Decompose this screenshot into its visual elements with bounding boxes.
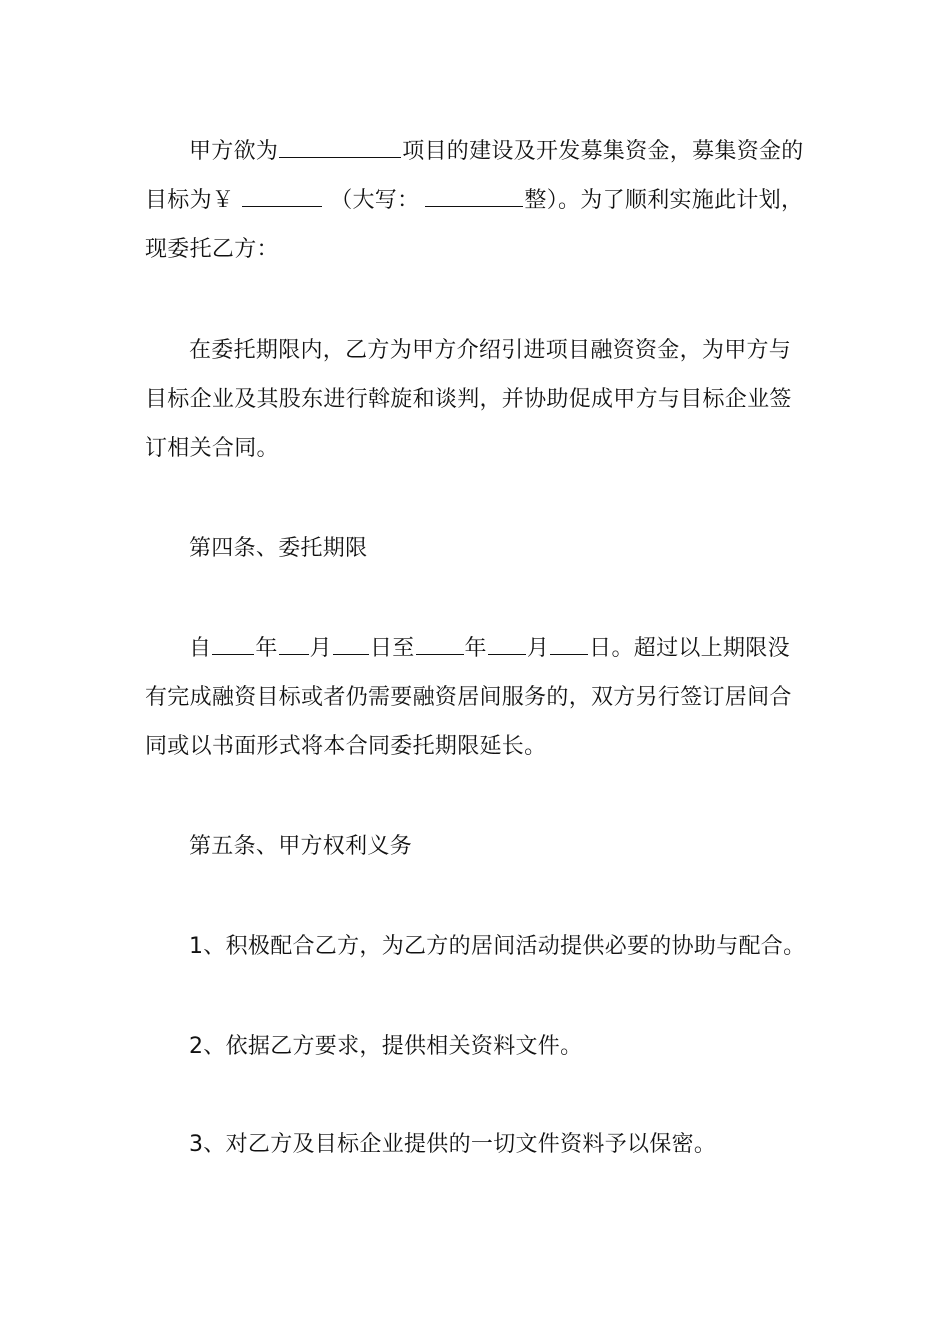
list-item-text: 3、对乙方及目标企业提供的一切文件资料予以保密。 (189, 1132, 717, 1157)
text-span: 整）。为了顺利实施此计划， (524, 188, 804, 213)
fill-in-blank-start-month (279, 632, 309, 655)
paragraph-entrustment-period (145, 624, 810, 771)
list-item-text: 2、依据乙方要求，提供相关资料文件。 (189, 1034, 583, 1059)
text-span: 甲方欲为 (189, 139, 279, 164)
fill-in-blank-end-month (488, 632, 526, 655)
text-span: 年 (255, 636, 278, 661)
fill-in-blank-amount (242, 184, 322, 207)
text-span: 项目的建设及开发募集资金，募集资金的 (402, 139, 804, 164)
text-line: 订相关合同。 (145, 436, 279, 461)
section-heading-article-4 (145, 524, 810, 573)
text-span: 月 (309, 636, 332, 661)
fill-in-blank-amount-capital (425, 184, 523, 207)
list-item-3 (145, 1120, 810, 1169)
text-line (145, 176, 810, 225)
heading-text: 第五条、甲方权利义务 (189, 834, 413, 859)
text-span: 月 (526, 636, 550, 661)
text-span: 年 (464, 636, 487, 661)
paragraph-entrustment-scope (145, 326, 810, 473)
list-item-1 (145, 922, 810, 971)
text-line (145, 624, 810, 673)
fill-in-blank-project-name (279, 135, 401, 158)
fill-in-blank-end-year (416, 632, 464, 655)
text-line: 在委托期限内，乙方为甲方介绍引进项目融资资金，为甲方与 (189, 338, 792, 363)
list-item-2 (145, 1022, 810, 1071)
heading-text: 第四条、委托期限 (189, 536, 368, 561)
text-span: 日至 (369, 636, 415, 661)
text-span: （大写： (330, 188, 420, 213)
fill-in-blank-start-day (333, 632, 369, 655)
text-span: 自 (189, 636, 212, 661)
text-line: 目标企业及其股东进行斡旋和谈判，并协助促成甲方与目标企业签 (145, 387, 792, 412)
fill-in-blank-start-year (212, 632, 254, 655)
list-item-text: 1、积极配合乙方，为乙方的居间活动提供必要的协助与配合。 (189, 934, 806, 959)
section-heading-article-5 (145, 822, 810, 871)
text-span: 日。超过以上期限没 (589, 636, 790, 661)
fill-in-blank-end-day (550, 632, 588, 655)
text-line (145, 127, 810, 176)
text-line: 有完成融资目标或者仍需要融资居间服务的，双方另行签订居间合 (145, 685, 792, 710)
text-span: 目标为￥ (145, 188, 235, 213)
text-line: 现委托乙方： (145, 237, 279, 262)
paragraph-fundraising-purpose (145, 127, 810, 274)
text-line: 同或以书面形式将本合同委托期限延长。 (145, 734, 547, 759)
